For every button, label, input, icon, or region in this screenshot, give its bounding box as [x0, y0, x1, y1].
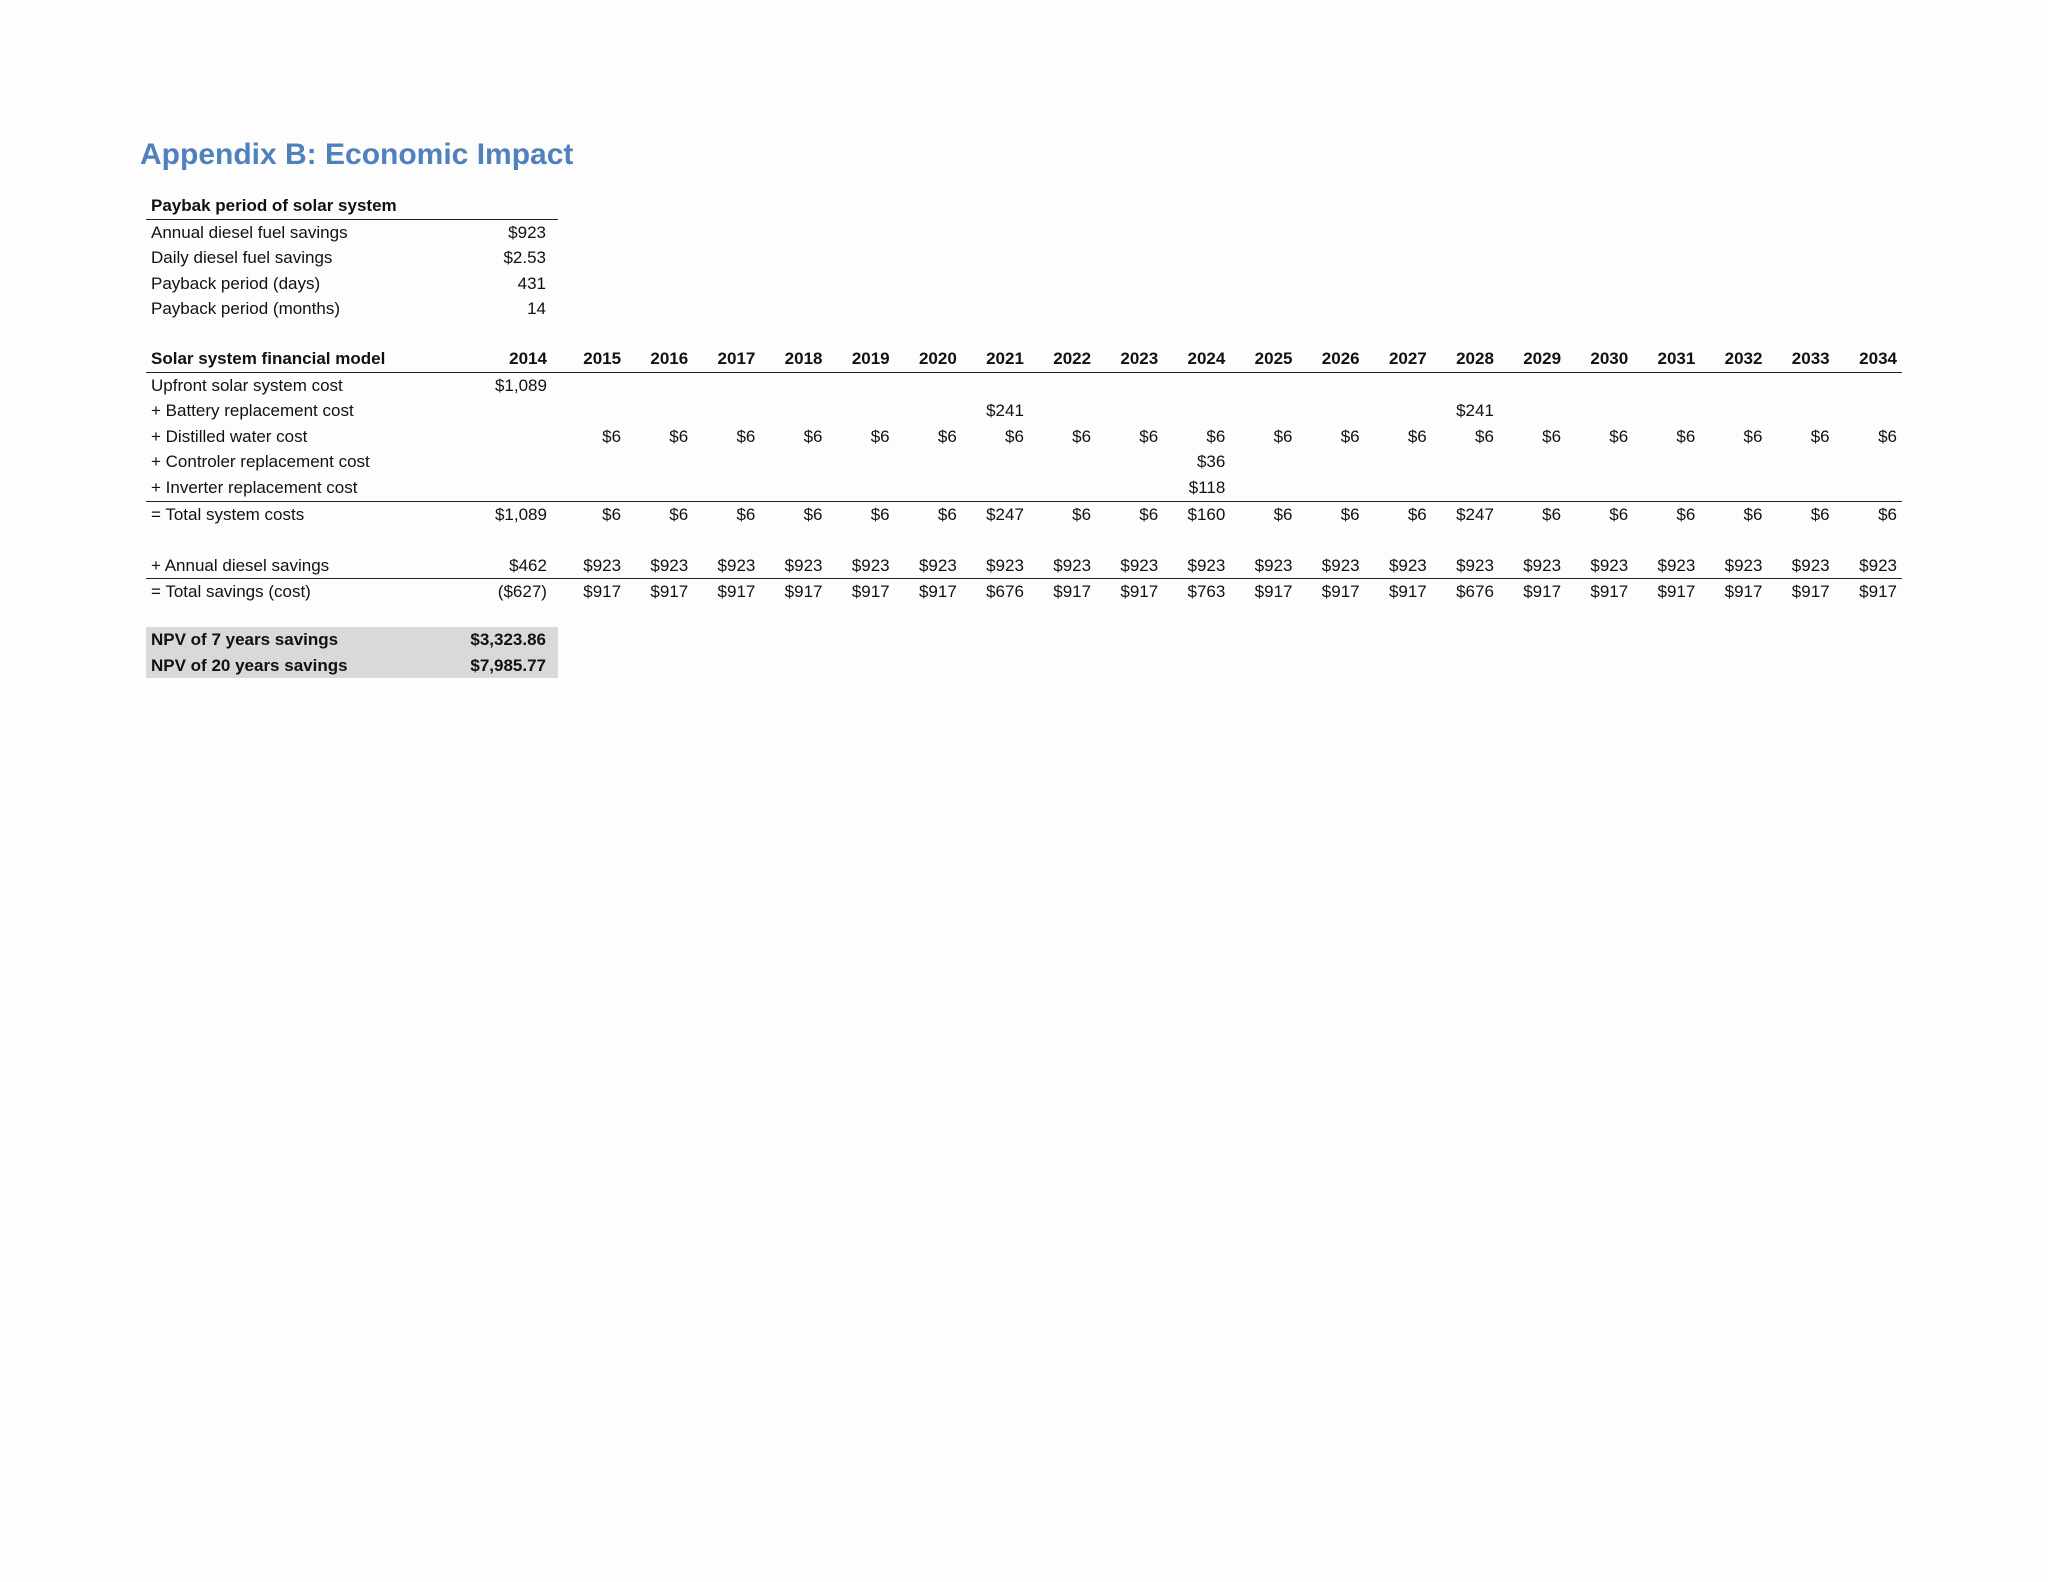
model-cell: $6 — [1609, 426, 1629, 446]
model-cell — [1230, 398, 1297, 424]
model-cell: $923 — [1297, 553, 1364, 579]
model-cell — [1029, 372, 1096, 398]
model-cell: $6 — [1072, 426, 1092, 446]
model-cell — [1633, 372, 1700, 398]
model-cell — [1365, 398, 1432, 424]
year-header: 2029 — [1499, 346, 1566, 372]
model-cell: $6 — [1542, 426, 1562, 446]
model-cell: $6 — [1072, 504, 1092, 524]
model-cell: $923 — [962, 553, 1029, 579]
model-cell — [1566, 449, 1633, 475]
model-cell: $1,089 — [494, 375, 547, 395]
model-cell: $676 — [986, 582, 1024, 602]
model-cell: $6 — [1878, 426, 1897, 446]
page-title: Appendix B: Economic Impact — [140, 138, 574, 171]
model-cell: $917 — [851, 582, 890, 602]
model-cell — [828, 475, 895, 501]
model-cell: $6 — [1810, 504, 1830, 524]
model-cell: $1,089 — [494, 504, 547, 524]
model-cell — [626, 449, 693, 475]
model-cell — [626, 475, 693, 501]
financial-model-header-row — [146, 346, 1902, 372]
model-cell: $923 — [1566, 553, 1633, 579]
npv-value: $3,323.86 — [470, 630, 546, 649]
model-cell — [1700, 475, 1767, 501]
year-header: 2017 — [693, 346, 760, 372]
model-cell — [1835, 449, 1902, 475]
row-label: Upfront solar system cost — [151, 375, 343, 395]
model-cell: $6 — [1340, 504, 1360, 524]
model-cell — [1835, 475, 1902, 501]
model-cell: $241 — [986, 401, 1024, 421]
model-cell: $6 — [870, 426, 890, 446]
payback-row — [146, 296, 558, 322]
model-cell: $6 — [1609, 504, 1629, 524]
model-cell — [463, 449, 559, 475]
model-cell — [1499, 398, 1566, 424]
model-cell — [1029, 449, 1096, 475]
model-cell: $917 — [918, 582, 957, 602]
year-header: 2015 — [559, 346, 626, 372]
year-header: 2020 — [895, 346, 962, 372]
model-cell — [1230, 449, 1297, 475]
payback-table — [146, 193, 558, 322]
npv-label: NPV of 20 years savings — [151, 655, 348, 675]
model-cell: $923 — [693, 553, 760, 579]
model-cell — [1365, 449, 1432, 475]
model-cell: $923 — [1029, 553, 1096, 579]
model-cell — [1096, 372, 1163, 398]
model-cell: $923 — [1230, 553, 1297, 579]
model-cell: $6 — [1139, 426, 1159, 446]
model-cell: $241 — [1456, 401, 1494, 421]
model-cell — [1096, 475, 1163, 501]
model-cell — [1365, 475, 1432, 501]
model-cell: $917 — [650, 582, 689, 602]
model-cell — [1767, 475, 1834, 501]
model-cell: $917 — [1523, 582, 1562, 602]
model-cell: $6 — [1878, 504, 1897, 524]
row-label: + Annual diesel savings — [146, 553, 463, 579]
model-cell — [559, 475, 626, 501]
model-cell: $923 — [1835, 553, 1902, 579]
model-cell: $6 — [1273, 426, 1293, 446]
year-header: 2027 — [1365, 346, 1432, 372]
model-cell: $923 — [559, 553, 626, 579]
model-cell: $6 — [1139, 504, 1159, 524]
model-cell — [1029, 475, 1096, 501]
model-cell: $6 — [1340, 426, 1360, 446]
model-cell — [895, 449, 962, 475]
model-cell: $917 — [1321, 582, 1360, 602]
model-row — [146, 553, 1902, 579]
payback-header-row — [146, 193, 558, 219]
model-cell — [1163, 372, 1230, 398]
payback-label: Payback period (months) — [151, 299, 340, 319]
model-cell — [693, 449, 760, 475]
model-cell — [1700, 398, 1767, 424]
model-cell: $6 — [1206, 426, 1226, 446]
model-cell: $917 — [583, 582, 622, 602]
payback-value: $2.53 — [503, 248, 546, 268]
payback-label: Payback period (days) — [151, 273, 321, 293]
model-cell: $6 — [803, 504, 823, 524]
model-cell: $462 — [463, 553, 559, 579]
model-cell — [1230, 475, 1297, 501]
model-cell: $247 — [1456, 504, 1494, 524]
model-cell: $6 — [870, 504, 890, 524]
model-cell — [1633, 475, 1700, 501]
year-header: 2028 — [1432, 346, 1499, 372]
payback-value: 14 — [527, 299, 546, 319]
model-cell: $6 — [1743, 426, 1763, 446]
model-cell: ($627) — [497, 582, 547, 602]
model-cell — [828, 449, 895, 475]
model-row — [146, 579, 1902, 605]
npv-row — [146, 653, 558, 679]
model-cell: $6 — [669, 504, 689, 524]
model-cell — [1566, 372, 1633, 398]
model-cell: $6 — [1743, 504, 1763, 524]
model-cell — [1633, 398, 1700, 424]
model-cell: $917 — [1724, 582, 1763, 602]
model-cell: $923 — [1432, 553, 1499, 579]
model-row — [146, 398, 1902, 424]
model-cell — [1767, 449, 1834, 475]
model-cell — [828, 372, 895, 398]
payback-label: Daily diesel fuel savings — [151, 248, 333, 268]
model-cell — [1230, 372, 1297, 398]
model-cell: $923 — [1365, 553, 1432, 579]
model-cell — [1297, 449, 1364, 475]
model-cell — [895, 372, 962, 398]
model-cell — [1163, 398, 1230, 424]
model-cell: $917 — [1791, 582, 1830, 602]
year-header: 2021 — [962, 346, 1029, 372]
model-cell: $917 — [1859, 582, 1897, 602]
year-header: 2032 — [1700, 346, 1767, 372]
model-row — [146, 475, 1902, 501]
model-cell: $917 — [1590, 582, 1629, 602]
model-cell — [693, 398, 760, 424]
model-cell — [1432, 372, 1499, 398]
row-label: + Inverter replacement cost — [146, 475, 463, 501]
financial-model-header: Solar system financial model — [146, 346, 463, 372]
model-cell — [463, 398, 559, 424]
model-cell: $6 — [803, 426, 823, 446]
model-cell — [693, 475, 760, 501]
model-cell — [559, 372, 626, 398]
model-cell — [1767, 398, 1834, 424]
model-cell — [1566, 475, 1633, 501]
model-cell — [1499, 475, 1566, 501]
year-header: 2018 — [760, 346, 827, 372]
payback-label: Annual diesel fuel savings — [151, 222, 348, 242]
model-cell — [895, 398, 962, 424]
payback-value: $923 — [508, 222, 546, 242]
model-cell — [962, 475, 1029, 501]
model-cell: $6 — [1542, 504, 1562, 524]
model-cell — [1096, 398, 1163, 424]
model-cell — [1835, 398, 1902, 424]
year-header: 2034 — [1835, 346, 1902, 372]
model-cell: $118 — [1163, 475, 1230, 501]
payback-value: 431 — [517, 273, 546, 293]
model-cell — [1096, 449, 1163, 475]
year-header: 2023 — [1096, 346, 1163, 372]
spacer-row — [146, 527, 1902, 553]
payback-row — [146, 219, 558, 245]
model-cell: $917 — [1254, 582, 1293, 602]
payback-header-spacer — [456, 193, 558, 219]
model-cell — [1029, 398, 1096, 424]
model-cell: $6 — [1676, 426, 1696, 446]
model-cell — [760, 475, 827, 501]
model-cell: $923 — [1499, 553, 1566, 579]
model-cell — [559, 449, 626, 475]
model-cell: $6 — [736, 426, 756, 446]
model-cell: $923 — [1163, 553, 1230, 579]
model-cell: $160 — [1187, 504, 1226, 524]
year-header: 2025 — [1230, 346, 1297, 372]
model-cell — [1700, 449, 1767, 475]
row-label: = Total savings (cost) — [151, 582, 311, 602]
npv-value: $7,985.77 — [470, 655, 546, 675]
model-cell — [1499, 372, 1566, 398]
model-cell — [626, 398, 693, 424]
model-row — [146, 449, 1902, 475]
year-header: 2016 — [626, 346, 693, 372]
model-cell — [1700, 372, 1767, 398]
model-row — [146, 372, 1902, 398]
model-cell — [760, 372, 827, 398]
model-cell — [962, 372, 1029, 398]
model-cell — [1835, 372, 1902, 398]
model-cell — [1566, 398, 1633, 424]
model-cell: $247 — [986, 504, 1024, 524]
model-cell: $6 — [602, 504, 622, 524]
model-cell: $923 — [1096, 553, 1163, 579]
model-cell: $917 — [1120, 582, 1159, 602]
model-cell: $763 — [1187, 582, 1226, 602]
model-row — [146, 501, 1902, 527]
model-cell — [760, 449, 827, 475]
model-cell: $923 — [1700, 553, 1767, 579]
model-cell — [1365, 372, 1432, 398]
model-cell: $923 — [895, 553, 962, 579]
row-label: + Distilled water cost — [151, 426, 308, 446]
model-cell — [693, 372, 760, 398]
row-label: = Total system costs — [151, 504, 305, 524]
model-cell: $923 — [626, 553, 693, 579]
model-cell: $6 — [602, 426, 622, 446]
npv-row — [146, 627, 558, 653]
model-cell: $923 — [1633, 553, 1700, 579]
model-cell — [1633, 449, 1700, 475]
model-cell: $917 — [1053, 582, 1092, 602]
model-cell — [895, 475, 962, 501]
model-cell — [1297, 398, 1364, 424]
model-cell — [559, 398, 626, 424]
model-cell — [828, 398, 895, 424]
spacer-cell — [146, 527, 1902, 553]
model-cell — [463, 475, 559, 501]
model-cell — [463, 424, 559, 450]
model-cell: $676 — [1456, 582, 1494, 602]
model-cell — [1432, 449, 1499, 475]
model-cell: $6 — [1810, 426, 1830, 446]
model-cell — [962, 449, 1029, 475]
model-cell — [1767, 372, 1834, 398]
row-label: + Controler replacement cost — [151, 452, 370, 472]
model-cell: $6 — [1005, 426, 1024, 446]
model-cell: $923 — [760, 553, 827, 579]
model-cell: $917 — [1657, 582, 1696, 602]
model-cell: $36 — [1196, 452, 1226, 472]
model-cell: $6 — [1273, 504, 1293, 524]
model-cell: $6 — [937, 426, 957, 446]
year-header: 2030 — [1566, 346, 1633, 372]
model-cell: $6 — [937, 504, 957, 524]
model-cell — [760, 398, 827, 424]
model-cell: $6 — [1676, 504, 1696, 524]
year-header: 2024 — [1163, 346, 1230, 372]
model-cell: $917 — [784, 582, 823, 602]
model-row — [146, 424, 1902, 450]
payback-header: Paybak period of solar system — [146, 193, 456, 219]
year-header: 2019 — [828, 346, 895, 372]
model-cell: $6 — [1407, 504, 1427, 524]
payback-row — [146, 245, 558, 271]
model-cell: $917 — [717, 582, 756, 602]
model-cell: $923 — [828, 553, 895, 579]
financial-model-table — [146, 346, 1902, 605]
npv-label: NPV of 7 years savings — [151, 630, 339, 649]
row-label: + Battery replacement cost — [151, 401, 354, 421]
model-cell: $923 — [1767, 553, 1834, 579]
year-header: 2031 — [1633, 346, 1700, 372]
model-cell: $6 — [1474, 426, 1494, 446]
year-header: 2026 — [1297, 346, 1364, 372]
model-cell — [1297, 372, 1364, 398]
model-cell — [1499, 449, 1566, 475]
payback-row — [146, 271, 558, 297]
npv-table — [146, 627, 558, 678]
model-cell — [1297, 475, 1364, 501]
model-cell: $6 — [669, 426, 689, 446]
year-header: 2014 — [463, 346, 559, 372]
model-cell: $917 — [1388, 582, 1427, 602]
model-cell: $6 — [1407, 426, 1427, 446]
model-cell — [626, 372, 693, 398]
year-header: 2033 — [1767, 346, 1834, 372]
model-cell: $6 — [736, 504, 756, 524]
model-cell — [1432, 475, 1499, 501]
year-header: 2022 — [1029, 346, 1096, 372]
